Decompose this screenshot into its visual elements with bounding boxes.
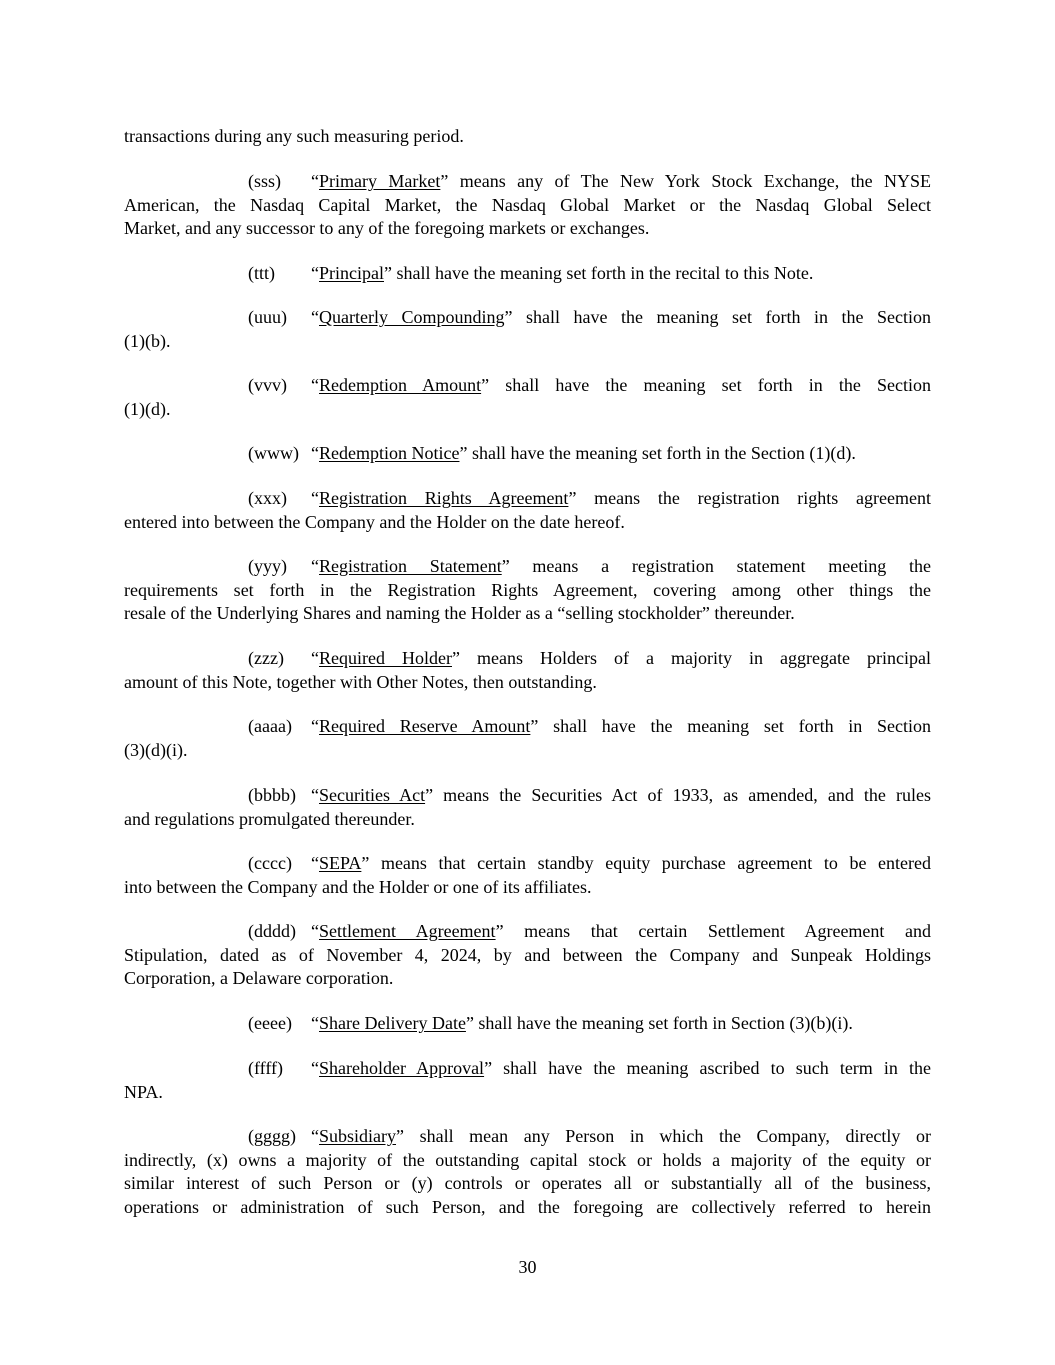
defined-term: Required Reserve Amount [319, 716, 531, 736]
definition-continuation-line: (3)(d)(i). [124, 739, 188, 760]
definition-continuation-line: Stipulation, dated as of November 4, 2024, by and between the Company and Sunpeak Holdings [124, 944, 931, 965]
definition-first-line: “Securities Act” means the Securities Act of 1933, as amended, and the rules [311, 785, 931, 805]
defined-term: Subsidiary [319, 1126, 397, 1146]
defined-term: Required Holder [319, 648, 452, 668]
definition-first-line: “Primary Market” means any of The New York Stock Exchange, the NYSE [311, 171, 931, 191]
definition-continuation-line: requirements set forth in the Registration Rights Agreement, covering among other things the [124, 579, 931, 600]
defined-term: Share Delivery Date [319, 1013, 466, 1033]
defined-term: Registration Rights Agreement [319, 488, 569, 508]
definition-first-line: “Subsidiary” shall mean any Person in which the Company, directly or [311, 1126, 931, 1146]
defined-term: Principal [319, 263, 384, 283]
definition-label: (cccc) [248, 853, 292, 873]
definition-continuation-line: and regulations promulgated thereunder. [124, 808, 415, 829]
definition-first-line: “Redemption Amount” shall have the meaning set forth in the Section [311, 375, 931, 395]
definition-continuation-line: Corporation, a Delaware corporation. [124, 968, 394, 988]
definition-first-line: “Principal” shall have the meaning set forth in the recital to this Note. [311, 263, 814, 283]
definition-first-line: “Shareholder Approval” shall have the meaning ascribed to such term in the [311, 1058, 932, 1078]
definition-first-line: “Share Delivery Date” shall have the meaning set forth in Section (3)(b)(i). [311, 1013, 853, 1033]
definition-label: (gggg) [248, 1126, 296, 1146]
definition-first-line: “SEPA” means that certain standby equity purchase agreement to be entered [311, 853, 931, 873]
defined-term: Quarterly Compounding [319, 307, 505, 327]
intro-line: transactions during any such measuring period. [124, 126, 464, 146]
definition-first-line: “Registration Rights Agreement” means the registration rights agreement [311, 488, 931, 508]
definition-label: (dddd) [248, 921, 296, 941]
defined-term: Primary Market [319, 171, 441, 191]
definition-continuation-line: (1)(b). [124, 330, 171, 351]
definition-label: (zzz) [248, 648, 284, 668]
definition-label: (aaaa) [248, 716, 292, 736]
defined-term: Redemption Notice [319, 443, 460, 463]
defined-term: Redemption Amount [319, 375, 482, 395]
page-number: 30 [518, 1257, 537, 1277]
defined-term: Shareholder Approval [319, 1058, 485, 1078]
defined-term: Registration Statement [319, 556, 502, 576]
definition-continuation-line: NPA. [124, 1081, 163, 1102]
definition-first-line: “Required Reserve Amount” shall have the meaning set forth in Section [311, 716, 931, 736]
definition-first-line: “Required Holder” means Holders of a majority in aggregate principal [311, 648, 931, 668]
definition-continuation-line: into between the Company and the Holder or one of its affiliates. [124, 876, 592, 897]
definition-continuation-line: Market, and any successor to any of the foregoing markets or exchanges. [124, 218, 650, 238]
definition-first-line: “Registration Statement” means a registration statement meeting the [311, 556, 931, 576]
definition-first-line: “Quarterly Compounding” shall have the meaning set forth in the Section [311, 307, 931, 327]
defined-term: Securities Act [319, 785, 426, 805]
definition-continuation-line: resale of the Underlying Shares and naming the Holder as a “selling stockholder” thereunder. [124, 603, 795, 623]
definition-label: (ffff) [248, 1058, 283, 1078]
definition-label: (ttt) [248, 263, 275, 283]
definition-label: (uuu) [248, 307, 287, 327]
definition-continuation-line: indirectly, (x) owns a majority of the outstanding capital stock or holds a majority of the equity or [124, 1149, 931, 1170]
document-page [124, 0, 931, 1365]
definition-label: (xxx) [248, 488, 287, 508]
definition-label: (sss) [248, 171, 282, 191]
definition-continuation-line: entered into between the Company and the Holder on the date hereof. [124, 511, 625, 532]
definition-continuation-line: similar interest of such Person or (y) controls or operates all or substantially all of the business, [124, 1173, 931, 1193]
definition-label: (vvv) [248, 375, 287, 395]
definition-continuation-line: operations or administration of such Person, and the foregoing are collectively referred to herein [124, 1196, 931, 1217]
definition-continuation-line: American, the Nasdaq Capital Market, the Nasdaq Global Market or the Nasdaq Global Select [124, 194, 931, 215]
defined-term: Settlement Agreement [319, 921, 496, 941]
definition-label: (eeee) [248, 1013, 292, 1033]
defined-term: SEPA [319, 853, 362, 873]
definition-label: (bbbb) [248, 785, 296, 805]
definition-label: (www) [248, 443, 299, 463]
definition-first-line: “Settlement Agreement” means that certain Settlement Agreement and [311, 921, 932, 941]
definition-continuation-line: (1)(d). [124, 398, 171, 419]
definition-continuation-line: amount of this Note, together with Other Notes, then outstanding. [124, 671, 597, 692]
definition-first-line: “Redemption Notice” shall have the meaning set forth in the Section (1)(d). [311, 443, 856, 463]
definition-label: (yyy) [248, 556, 287, 576]
